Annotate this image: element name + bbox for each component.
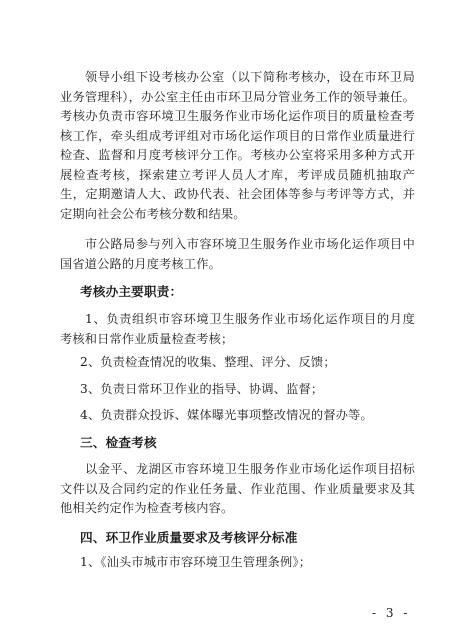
duties-heading: 考核办主要职责： (80, 284, 183, 299)
duty-item-3: 3、负责日常环卫作业的指导、协调、监督； (80, 382, 324, 396)
section-3-heading: 三、检查考核 (80, 435, 157, 450)
section-4-heading: 四、环卫作业质量要求及考核评分标准 (80, 530, 298, 545)
duty-item-1: 1、负责组织市容环境卫生服务作业市场化运作项目的月度考核和日常作业质量检查考核； (60, 312, 415, 346)
paragraph-inspection-content: 以金平、龙湖区市容环境卫生服务作业市场化运作项目招标文件以及合同约定的作业任务量、作业范围、作业质量要求及其他相关约定作为检查考核内容。 (60, 462, 415, 515)
paragraph-highway-bureau: 市公路局参与列入市容环境卫生服务作业市场化运作项目中国省道公路的月度考核工作。 (60, 237, 415, 271)
duty-item-4: 4、负责群众投诉、媒体曝光事项整改情况的督办等。 (80, 408, 373, 422)
paragraph-assessment-office: 领导小组下设考核办公室（以下简称考核办，设在市环卫局业务管理科），办公室主任由市环卫局分管业务工作的领导兼任。考核办负责市容环境卫生服务作业市场化运作项目的质量检查考核工作，牵头组成考评组对市场化运作项目的日常作业质量进行检查、监督和月度考核评分工作。考核办公室将采用多种方式开展检查考核，探索建立考评人员人才库，考评成员随机抽取产生，定期邀请人大、政协代表、社会团体等参与考评等方式，并定期向社会公布考核分数和结果。 (60, 70, 415, 221)
page-number: - 3 - (372, 606, 411, 620)
duty-item-2: 2、负责检查情况的收集、整理、评分、反馈； (80, 355, 336, 369)
regulation-item-1: 1、《汕头市城市市容环境卫生管理条例》； (80, 555, 312, 569)
